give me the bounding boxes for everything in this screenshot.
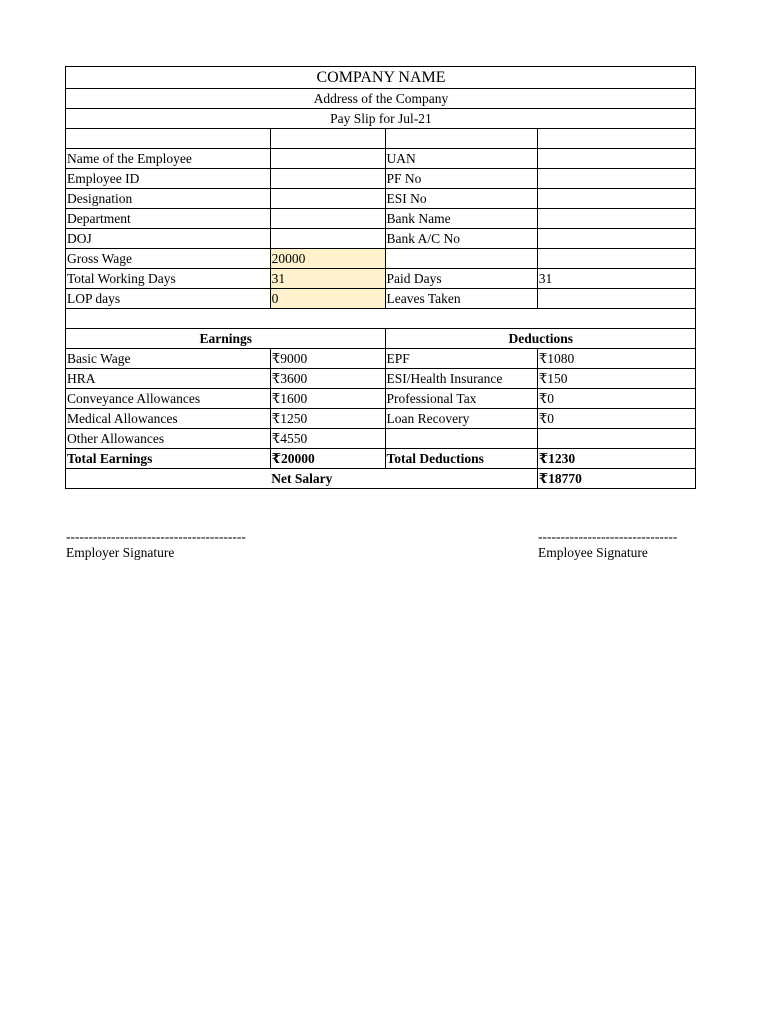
detail-value: [537, 249, 695, 269]
spacer-row: [66, 129, 696, 149]
detail-label: Total Working Days: [66, 269, 271, 289]
employer-signature-label: Employer Signature: [66, 545, 175, 560]
detail-row: [66, 249, 696, 269]
total-deductions-label: Total Deductions: [385, 449, 537, 469]
detail-row: [66, 209, 696, 229]
employee-signature-line: -------------------------------: [538, 529, 678, 544]
deduction-label: Professional Tax: [385, 389, 537, 409]
earnings-header: Earnings: [66, 329, 386, 349]
detail-label: Department: [66, 209, 271, 229]
detail-value: [270, 209, 385, 229]
deduction-value: ₹150: [537, 369, 695, 389]
detail-label: [385, 249, 537, 269]
deduction-label: Loan Recovery: [385, 409, 537, 429]
deduction-value: [537, 429, 695, 449]
detail-label: Leaves Taken: [385, 289, 537, 309]
component-row: [66, 429, 696, 449]
totals-row: [66, 449, 696, 469]
detail-row: [66, 269, 696, 289]
component-row: [66, 369, 696, 389]
deduction-label: [385, 429, 537, 449]
company-name: COMPANY NAME: [66, 67, 696, 89]
total-deductions-value: ₹1230: [537, 449, 695, 469]
employer-signature-block: [66, 530, 246, 562]
detail-value: [537, 209, 695, 229]
deductions-header: Deductions: [385, 329, 695, 349]
detail-label: DOJ: [66, 229, 271, 249]
detail-row: [66, 149, 696, 169]
detail-label: UAN: [385, 149, 537, 169]
employee-signature-block: [538, 530, 677, 562]
detail-label: LOP days: [66, 289, 271, 309]
detail-value: [537, 229, 695, 249]
pay-slip-table: [65, 66, 696, 489]
detail-label: PF No: [385, 169, 537, 189]
detail-value: [270, 149, 385, 169]
pay-period-row: [66, 109, 696, 129]
net-salary-row: [66, 469, 696, 489]
deduction-value: ₹0: [537, 409, 695, 429]
detail-value: [270, 189, 385, 209]
earning-value: ₹1600: [270, 389, 385, 409]
deduction-value: ₹1080: [537, 349, 695, 369]
component-row: [66, 349, 696, 369]
detail-value: [537, 169, 695, 189]
detail-value: [537, 149, 695, 169]
component-row: [66, 389, 696, 409]
detail-label: Employee ID: [66, 169, 271, 189]
detail-row: [66, 289, 696, 309]
employee-signature-label: Employee Signature: [538, 545, 648, 560]
detail-value: [537, 289, 695, 309]
detail-value: 31: [537, 269, 695, 289]
earning-label: HRA: [66, 369, 271, 389]
deduction-value: ₹0: [537, 389, 695, 409]
deduction-label: ESI/Health Insurance: [385, 369, 537, 389]
detail-label: Gross Wage: [66, 249, 271, 269]
company-row: [66, 67, 696, 89]
working-days-input[interactable]: 31: [270, 269, 385, 289]
employer-signature-line: ----------------------------------------: [66, 529, 246, 544]
earning-label: Basic Wage: [66, 349, 271, 369]
detail-value: [270, 229, 385, 249]
gross-wage-input[interactable]: 20000: [270, 249, 385, 269]
total-earnings-value: ₹20000: [270, 449, 385, 469]
detail-label: Paid Days: [385, 269, 537, 289]
detail-label: Name of the Employee: [66, 149, 271, 169]
deduction-label: EPF: [385, 349, 537, 369]
detail-label: Designation: [66, 189, 271, 209]
detail-value: [537, 189, 695, 209]
net-salary-value: ₹18770: [537, 469, 695, 489]
earning-label: Conveyance Allowances: [66, 389, 271, 409]
total-earnings-label: Total Earnings: [66, 449, 271, 469]
pay-slip-sheet: [65, 66, 697, 489]
earning-value: ₹4550: [270, 429, 385, 449]
section-header-row: [66, 329, 696, 349]
detail-label: Bank A/C No: [385, 229, 537, 249]
detail-value: [270, 169, 385, 189]
earning-value: ₹9000: [270, 349, 385, 369]
earning-value: ₹1250: [270, 409, 385, 429]
earning-label: Medical Allowances: [66, 409, 271, 429]
detail-row: [66, 169, 696, 189]
spacer-row: [66, 309, 696, 329]
component-row: [66, 409, 696, 429]
earning-label: Other Allowances: [66, 429, 271, 449]
detail-row: [66, 229, 696, 249]
detail-label: ESI No: [385, 189, 537, 209]
address-row: [66, 89, 696, 109]
pay-slip-title: Pay Slip for Jul-21: [66, 109, 696, 129]
company-address: Address of the Company: [66, 89, 696, 109]
detail-label: Bank Name: [385, 209, 537, 229]
earning-value: ₹3600: [270, 369, 385, 389]
lop-days-input[interactable]: 0: [270, 289, 385, 309]
detail-row: [66, 189, 696, 209]
net-salary-label: Net Salary: [66, 469, 538, 489]
